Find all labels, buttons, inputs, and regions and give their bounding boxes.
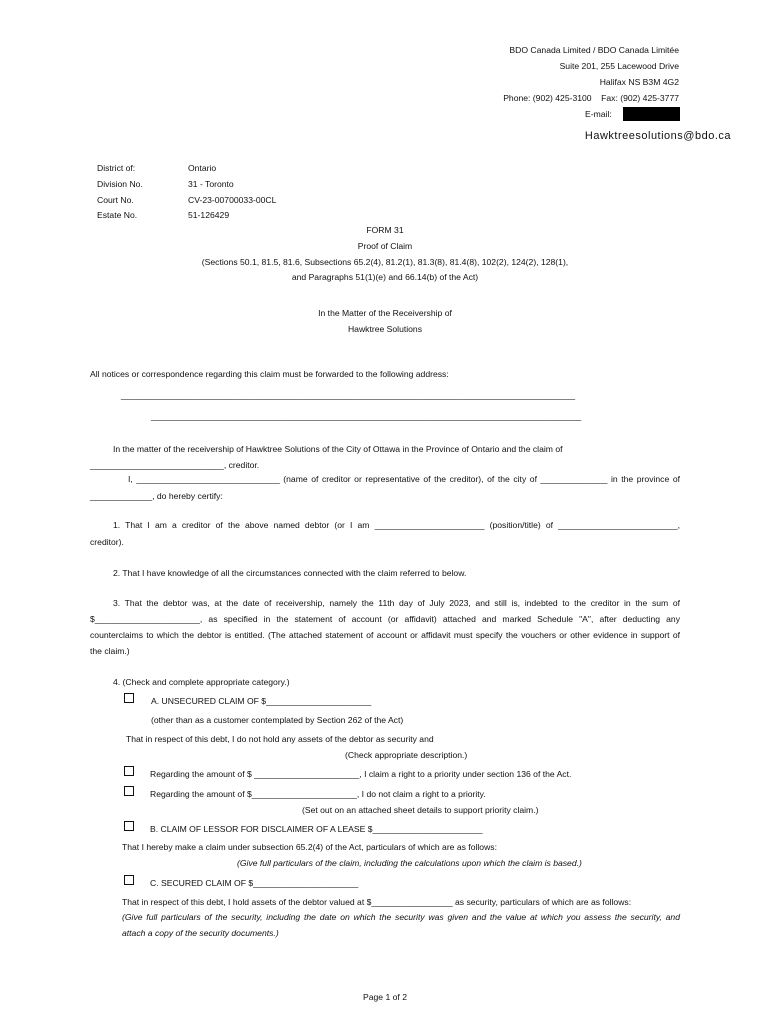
division-value: 31 - Toronto	[188, 179, 234, 189]
no-priority-claim-checkbox[interactable]	[124, 786, 134, 796]
paragraph-3-line-4: the claim.)	[90, 646, 130, 656]
court-label: Court No.	[97, 195, 134, 205]
intro-line-1: In the matter of the receivership of Hawktree Solutions of the City of Ottawa in the Province of Ontario and the claim of	[113, 444, 563, 454]
unsecured-claim-checkbox[interactable]	[124, 693, 134, 703]
phone-fax: Phone: (902) 425-3100 Fax: (902) 425-3777	[503, 93, 679, 103]
matter-line-2: Hawktree Solutions	[347, 324, 423, 334]
address-line-1: Suite 201, 255 Lacewood Drive	[559, 61, 679, 71]
unsecured-claim-note: (other than as a customer contemplated by Section 262 of the Act)	[151, 715, 404, 725]
address-line-2: Halifax NS B3M 4G2	[599, 77, 679, 87]
secured-claim-instructions-2: attach a copy of the security documents.)	[122, 928, 279, 938]
secured-claim-instructions-1: (Give full particulars of the security, including the date on which the security was given and the value at which you assess the security, and	[122, 912, 680, 922]
address-blank-line-2[interactable]: __________________________________________________________________________________________	[151, 411, 582, 421]
address-blank-line-1[interactable]: _______________________________________________________________________________________________	[121, 390, 576, 400]
paragraph-2: 2. That I have knowledge of all the circumstances connected with the claim referred to below.	[113, 568, 467, 578]
website-email: Hawktreesolutions@bdo.ca	[584, 130, 731, 142]
secured-claim-title: C. SECURED CLAIM OF $______________________	[150, 878, 359, 888]
intro-line-3: I, ______________________________ (name of creditor or representative of the creditor), of the city of ______________ in the province of	[128, 474, 680, 484]
estate-value: 51-126429	[188, 210, 230, 220]
unsecured-claim-title: A. UNSECURED CLAIM OF $______________________	[151, 696, 372, 706]
intro-line-4: _____________, do hereby certify:	[90, 491, 223, 501]
priority-setout-note: (Set out on an attached sheet details to support priority claim.)	[302, 805, 539, 815]
form-subtitle: Proof of Claim	[357, 241, 413, 251]
priority-claim-checkbox[interactable]	[124, 766, 134, 776]
paragraph-1-line-1: 1. That I am a creditor of the above named debtor (or I am _______________________ (position/title) of _________________________,	[113, 520, 680, 530]
redacted-email	[623, 107, 680, 121]
secured-claim-text: That in respect of this debt, I hold assets of the debtor valued at $_________________ as security, particulars of which are as follows:	[122, 897, 632, 907]
form-sections-line-2: and Paragraphs 51(1)(e) and 66.14(b) of the Act)	[291, 272, 479, 282]
paragraph-1-line-2: creditor).	[90, 537, 124, 547]
paragraph-3-line-1: 3. That the debtor was, at the date of receivership, namely the 11th day of July 2023, and still is, indebted to the creditor in the sum of	[113, 598, 680, 608]
division-label: Division No.	[97, 179, 143, 189]
priority-claim-text: Regarding the amount of $ ______________________, I claim a right to a priority under section 136 of the Act.	[150, 769, 572, 779]
lessor-claim-title: B. CLAIM OF LESSOR FOR DISCLAIMER OF A LEASE $_______________________	[150, 824, 483, 834]
secured-claim-checkbox[interactable]	[124, 875, 134, 885]
email-label: E-mail:	[585, 109, 612, 119]
district-value: Ontario	[188, 163, 217, 173]
notices-text: All notices or correspondence regarding this claim must be forwarded to the following address:	[90, 369, 449, 379]
paragraph-3-line-2: $______________________, as specified in the statement of account (or affidavit) attached and marked Schedule "A", after deducting any	[90, 614, 680, 624]
estate-label: Estate No.	[97, 210, 138, 220]
lessor-claim-text: That I hereby make a claim under subsection 65.2(4) of the Act, particulars of which are as follows:	[122, 842, 497, 852]
intro-line-2: ____________________________, creditor.	[90, 460, 260, 470]
court-value: CV-23-00700033-00CL	[188, 195, 277, 205]
district-label: District of:	[97, 163, 136, 173]
form-title: FORM 31	[366, 225, 404, 235]
form-sections-line-1: (Sections 50.1, 81.5, 81.6, Subsections 65.2(4), 81.2(1), 81.3(8), 81.4(8), 102(2), 124(2), 128(1),	[201, 257, 569, 267]
page-number: Page 1 of 2	[363, 992, 407, 1002]
paragraph-3-line-3: counterclaims to which the debtor is entitled. (The attached statement of account or affidavit must specify the vouchers or other evidence in support of	[90, 630, 680, 640]
no-priority-claim-text: Regarding the amount of $______________________, I do not claim a right to a priority.	[150, 789, 486, 799]
lessor-claim-checkbox[interactable]	[124, 821, 134, 831]
unsecured-respect-text: That in respect of this debt, I do not hold any assets of the debtor as security and	[126, 734, 434, 744]
check-description-note: (Check appropriate description.)	[345, 750, 468, 760]
paragraph-4: 4. (Check and complete appropriate category.)	[113, 677, 290, 687]
matter-line-1: In the Matter of the Receivership of	[318, 308, 452, 318]
lessor-claim-instructions: (Give full particulars of the claim, including the calculations upon which the claim is based.)	[237, 858, 582, 868]
company-name: BDO Canada Limited / BDO Canada Limitée	[509, 45, 679, 55]
